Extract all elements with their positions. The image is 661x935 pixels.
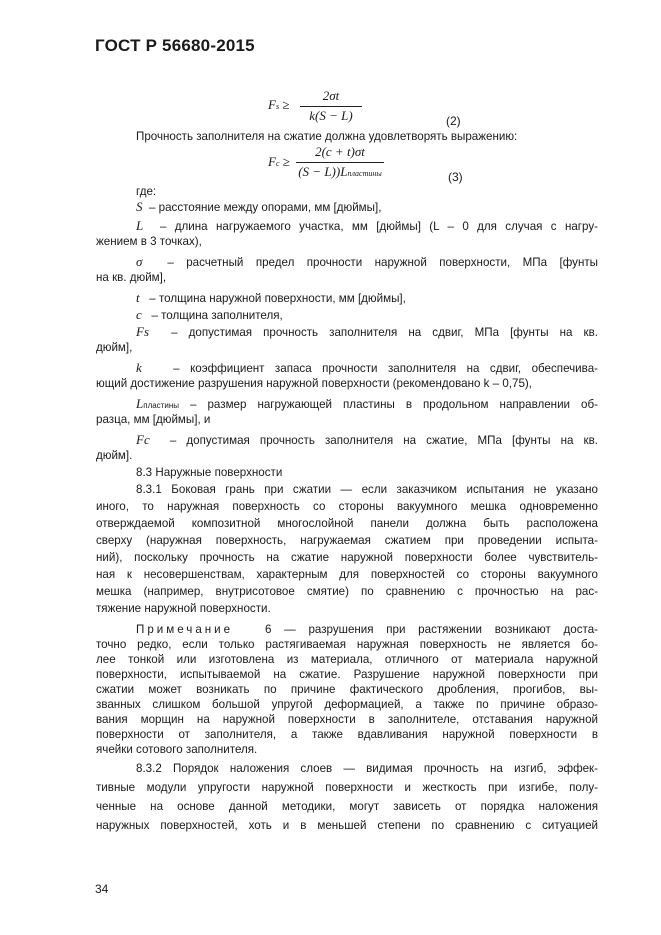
note-line: сжатии может возникать по причине фактического дробления, прогибов, вы- <box>96 683 598 696</box>
def-continuation: жением в 3 точках), <box>96 235 202 248</box>
def-text: – коэффициент запаса прочности заполнителя на сдвиг, обеспечива- <box>173 362 598 375</box>
def-symbol: S <box>136 199 143 214</box>
def-continuation: ющий достижение разрушения наружной поверхности (рекомендовано k – 0,75), <box>96 377 532 390</box>
formula-3 <box>268 144 398 184</box>
paragraph-line: отверждаемой композитной многослойной панели должна быть расположена <box>96 517 598 530</box>
def-continuation: дюйм]. <box>96 449 133 462</box>
def-line <box>136 290 406 306</box>
formula-2 <box>268 88 368 124</box>
note-line: ячейки сотового заполнителя. <box>96 743 258 756</box>
def-symbol-sub: пластины <box>143 401 179 410</box>
def-line <box>136 199 381 215</box>
def-continuation: дюйм], <box>96 341 133 354</box>
def-text: – допустимая прочность заполнителя на сжатие, МПа [фунты на кв. <box>169 434 598 447</box>
def-symbol: σ <box>136 254 143 269</box>
paragraph-line: иного, то наружная поверхность со стороны вакуумного мешка одновременно <box>96 500 598 513</box>
paragraph-line: сверху (наружная поверхность, нагружаемая сжатием при проведении испыта- <box>96 534 598 547</box>
def-text: – толщина наружной поверхности, мм [дюймы], <box>149 292 406 305</box>
paragraph-line: ченные на основе данной методики, могут зависеть от порядка наложения <box>96 800 598 813</box>
page-number: 34 <box>95 882 109 896</box>
paragraph-line: мешка (например, внутрисотовое смятие) по сравнению с прочностью на рас- <box>96 585 598 598</box>
paragraph-line: ний), поскольку прочность на сжатие наружной поверхности более чувствитель- <box>96 551 598 564</box>
note-line: точно редко, если только растягиваемая наружная поверхность не является бо- <box>96 638 598 651</box>
formula-3-relation: ≥ <box>282 154 290 169</box>
formula-2-lhs-sub: s <box>275 102 280 111</box>
paragraph-line: 8.3.1 Боковая грань при сжатии — если заказчиком испытания не указано <box>136 483 598 496</box>
paragraph-line: 8.3.2 Порядок наложения слоев — видимая прочность на изгиб, эффек- <box>136 762 598 775</box>
def-line <box>136 218 598 234</box>
def-text: – расчетный предел прочности наружной поверхности, МПа [фунты <box>167 256 598 269</box>
formula-3-lhs-sub: c <box>275 159 280 168</box>
def-line <box>136 432 598 448</box>
formula-3-numerator: 2(c + t)σt <box>315 144 365 159</box>
formula-2-fraction-bar <box>300 106 362 107</box>
formula-2-numerator: 2σt <box>322 88 340 103</box>
formula-2-number: (2) <box>446 114 461 128</box>
def-continuation: на кв. дюйм], <box>96 271 167 284</box>
note-line: званных слишком большой упругой деформацией, а также по причине образо- <box>96 698 598 711</box>
def-line <box>136 324 598 340</box>
def-text: – допустимая прочность заполнителя на сдвиг, МПа [фунты на кв. <box>171 326 598 339</box>
note-line: 6 — разрушения при растяжении возникают доста- <box>265 623 598 636</box>
intro-line: Прочность заполнителя на сжатие должна удовлетворять выражению: <box>136 130 518 143</box>
formula-3-denominator-sub: пластины <box>347 169 382 178</box>
note-line: лее тонкой или изготовлена из материала, отличного от материала наружной <box>96 653 598 666</box>
paragraph-line: ная к несовершенствам, характерным для поверхностей со стороны вакуумного <box>96 568 598 581</box>
def-symbol: c <box>136 307 142 322</box>
def-text: – толщина заполнителя, <box>151 309 283 322</box>
formula-3-number: (3) <box>448 170 463 184</box>
def-symbol: Fs <box>136 324 149 339</box>
def-text: – длина нагружаемого участка, мм [дюймы] (L – 0 для случая с нагру- <box>159 220 598 233</box>
def-line <box>136 396 598 412</box>
section-heading: 8.3 Наружные поверхности <box>136 466 283 479</box>
formula-3-fraction-bar <box>296 162 384 163</box>
def-line <box>136 307 283 323</box>
formula-3-denominator: (S − L))L <box>298 164 348 179</box>
note-line: поверхности от заполнителя, а также вдавливания наружной поверхности в <box>96 728 598 741</box>
def-symbol: L <box>136 396 144 411</box>
def-symbol: Fc <box>136 432 150 447</box>
where-label: где: <box>136 185 157 198</box>
formula-2-lhs: F <box>268 97 276 112</box>
def-line <box>136 360 598 376</box>
def-text: – расстояние между опорами, мм [дюймы], <box>148 201 382 214</box>
note-label: Примечание <box>136 623 234 636</box>
paragraph-line: наружных поверхностей, хоть и в меньшей степени по сравнению с ситуацией <box>96 819 598 832</box>
formula-2-denominator: k(S − L) <box>309 108 353 123</box>
def-line <box>136 254 598 270</box>
def-symbol: k <box>136 360 142 375</box>
def-continuation: разца, мм [дюймы], и <box>96 413 211 426</box>
note-line: поверхности, испытываемой на сжатие. Разрушение наружной поверхности при <box>96 668 598 681</box>
formula-3-lhs: F <box>268 154 276 169</box>
note-line: вания морщин на наружной поверхности в заполнителе, отставания наружной <box>96 713 598 726</box>
def-text: – размер нагружающей пластины в продольном направлении об- <box>190 398 598 411</box>
paragraph-line: тяжение наружной поверхности. <box>96 602 271 615</box>
def-symbol: t <box>136 290 140 305</box>
formula-2-relation: ≥ <box>282 97 290 112</box>
document-header: ГОСТ Р 56680-2015 <box>95 36 255 55</box>
paragraph-line: тивные модули упругости наружной поверхности и жесткость при изгибе, полу- <box>96 781 598 794</box>
def-symbol: L <box>136 218 144 233</box>
